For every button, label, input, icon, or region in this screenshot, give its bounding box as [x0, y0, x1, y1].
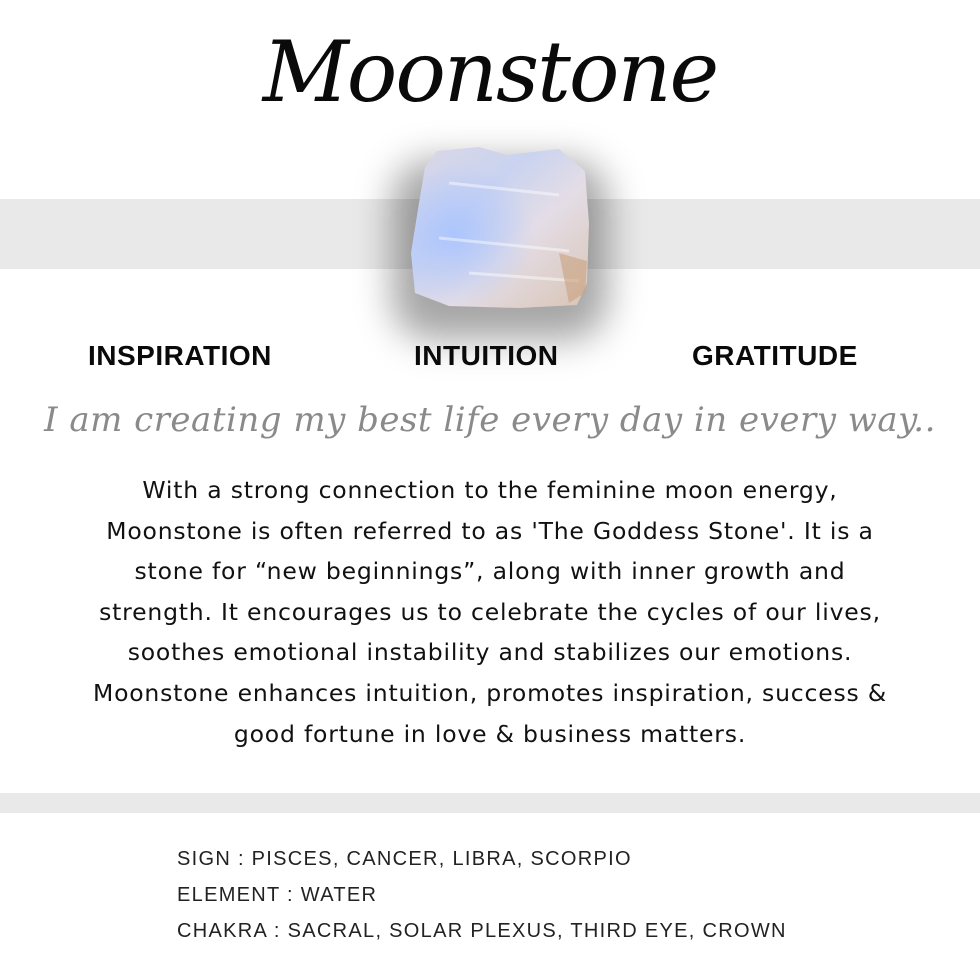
- moonstone-image: [409, 143, 591, 309]
- property-chakra: CHAKRA : SACRAL, SOLAR PLEXUS, THIRD EYE, CROWN: [177, 920, 787, 942]
- description-line: Moonstone enhances intuition, promotes inspiration, success &: [93, 678, 887, 707]
- keyword-inspiration: INSPIRATION: [88, 340, 272, 371]
- description-line: good fortune in love & business matters.: [233, 719, 747, 748]
- bottom-gray-band: [0, 793, 980, 813]
- description-line: strength. It encourages us to celebrate the cycles of our lives,: [99, 597, 881, 626]
- property-element: ELEMENT : WATER: [177, 884, 378, 906]
- description-line: soothes emotional instability and stabilizes our emotions.: [127, 638, 853, 667]
- properties-list: [177, 843, 787, 951]
- affirmation: I am creating my best life every day in every way..: [44, 400, 936, 440]
- description-line: Moonstone is often referred to as 'The Goddess Stone'. It is a: [106, 516, 874, 545]
- keyword-intuition: INTUITION: [414, 340, 559, 371]
- description: [40, 470, 940, 754]
- keyword-gratitude: GRATITUDE: [692, 340, 858, 371]
- description-line: stone for “new beginnings”, along with inner growth and: [134, 557, 846, 586]
- keywords-row: [0, 340, 980, 380]
- page-title: Moonstone: [262, 23, 718, 121]
- description-line: With a strong connection to the feminine moon energy,: [142, 476, 838, 504]
- property-sign: SIGN : PISCES, CANCER, LIBRA, SCORPIO: [177, 848, 632, 870]
